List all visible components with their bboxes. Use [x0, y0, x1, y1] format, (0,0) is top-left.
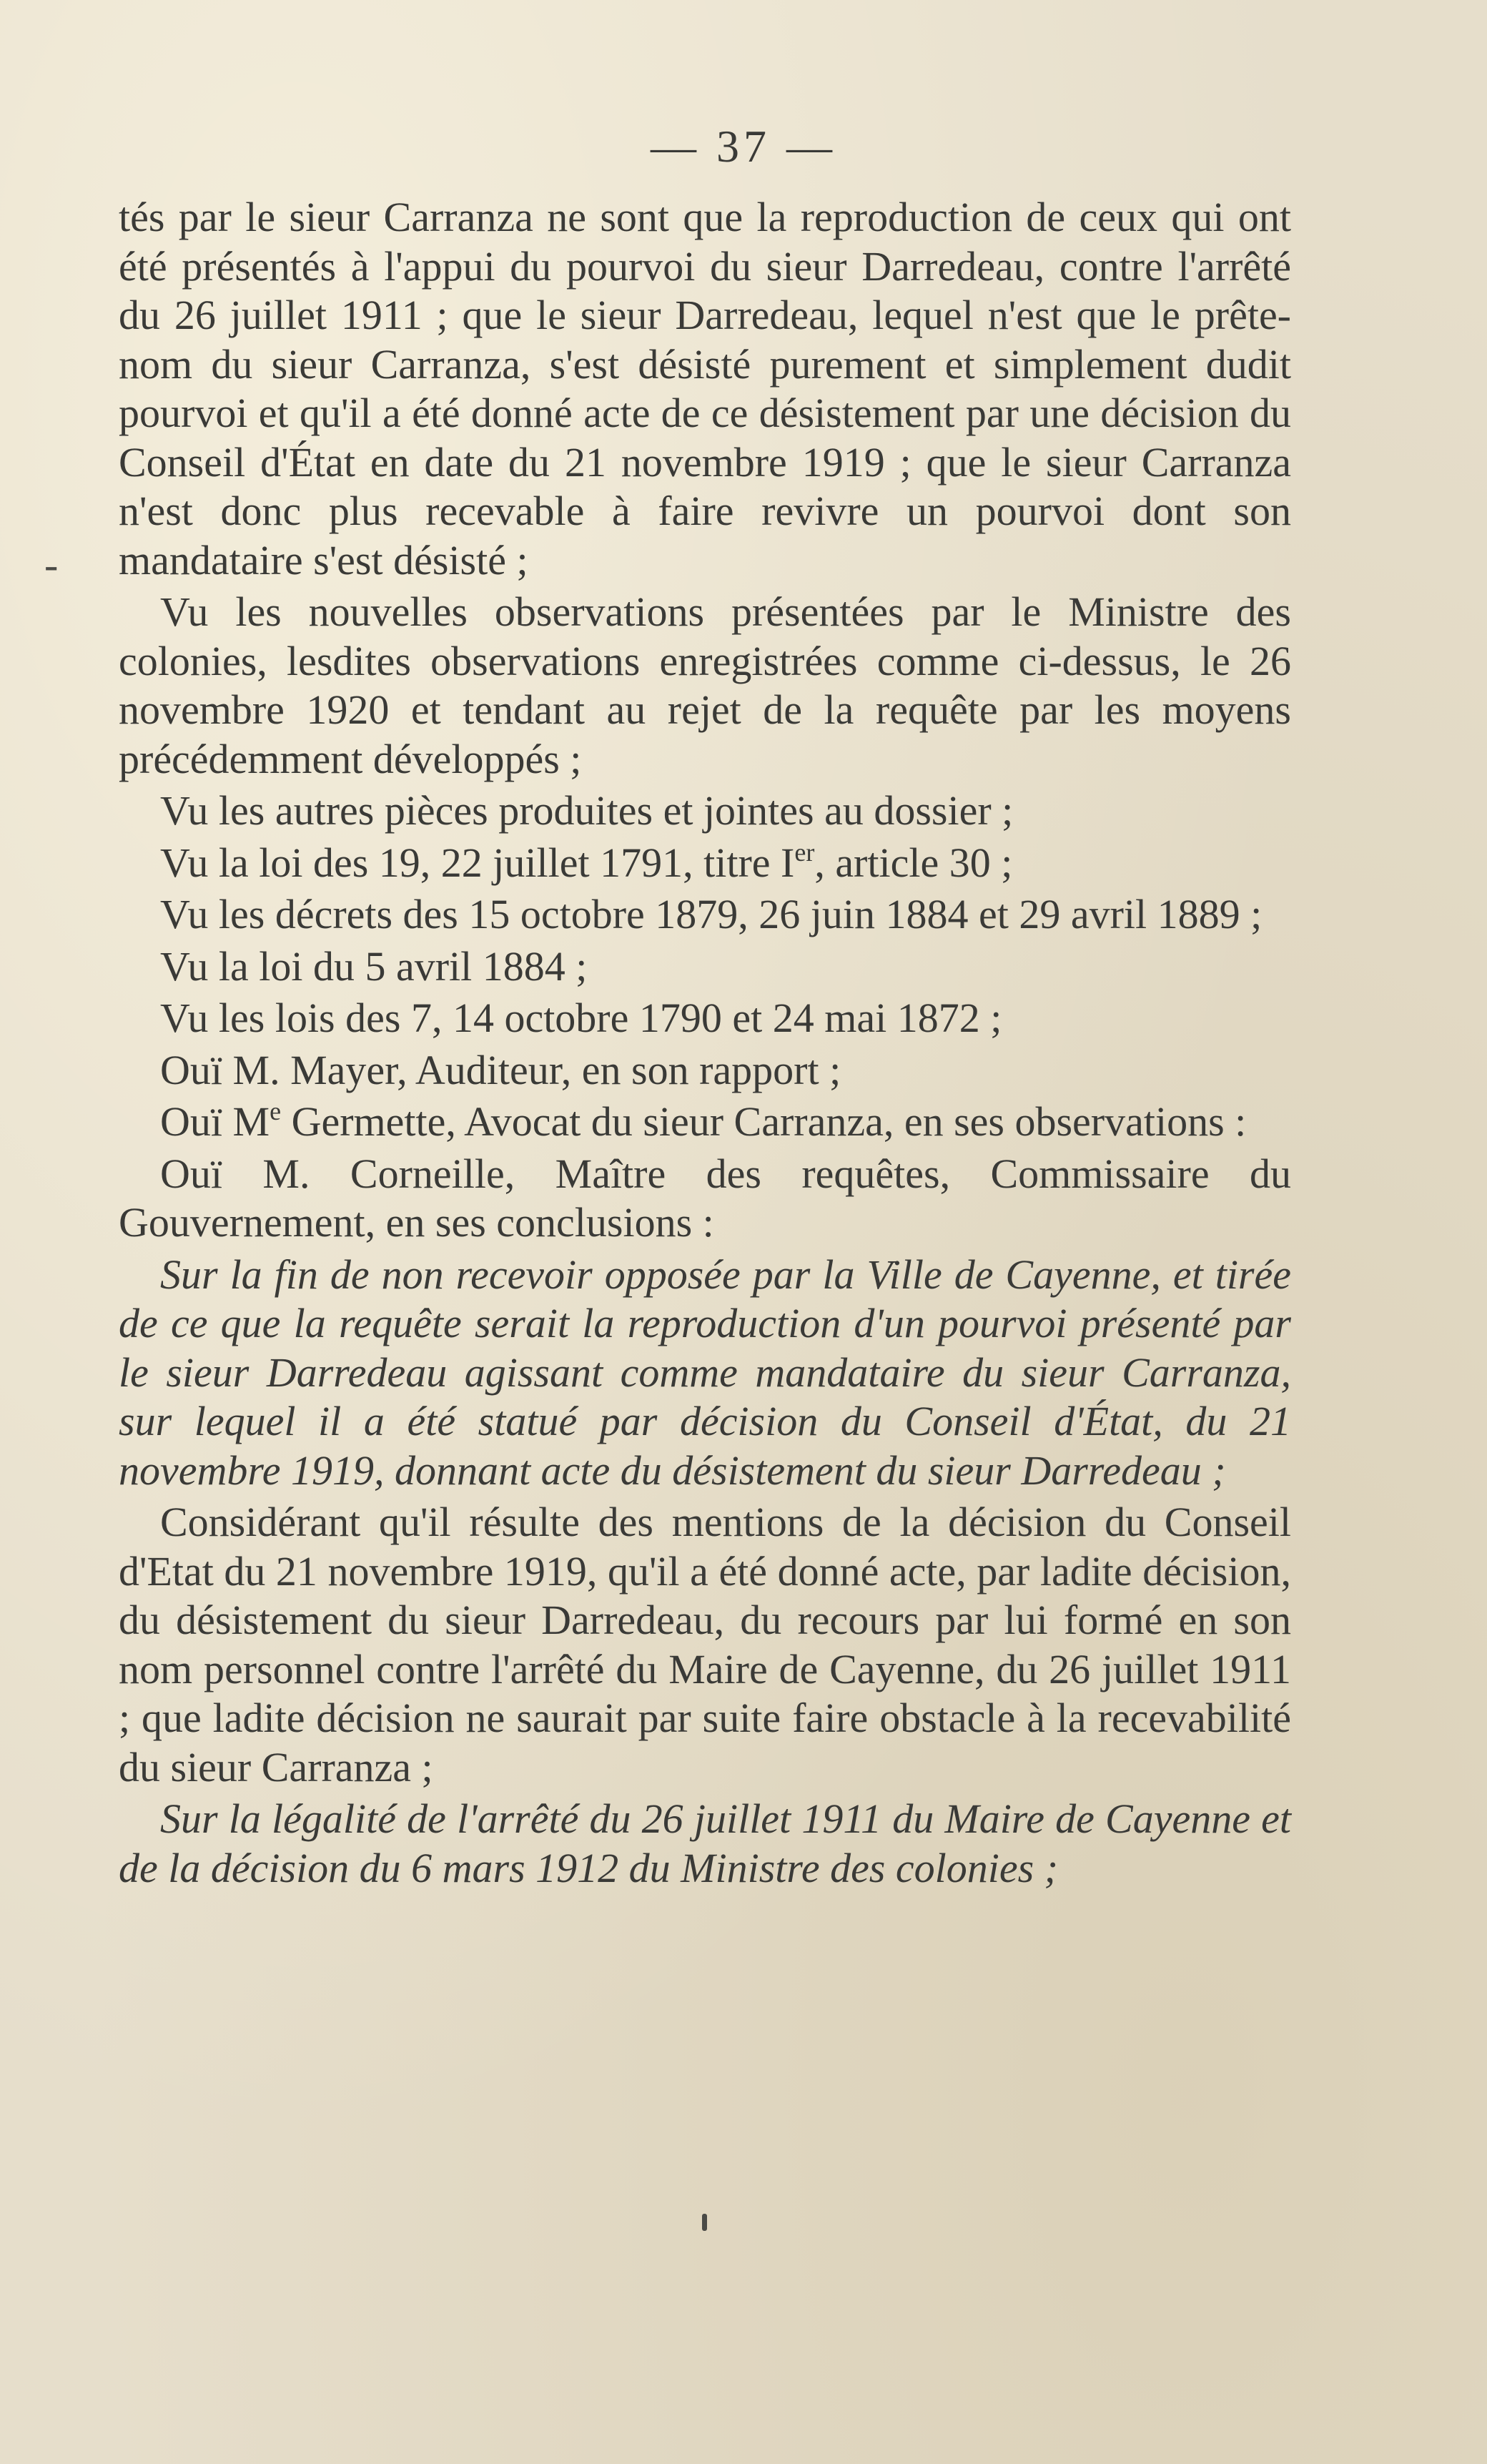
page-number: — 37 — [651, 121, 836, 172]
paragraph-vu-loi-1884: Vu la loi du 5 avril 1884 ; [160, 942, 588, 990]
paragraph-text: Ouï M [160, 1098, 270, 1145]
paragraph-text: Germette, Avocat du sieur Carranza, en ses observations : [281, 1098, 1247, 1145]
paragraph-text: Vu la loi des 19, 22 juillet 1791, titre I [160, 839, 795, 886]
paragraph-oui-germette [119, 1098, 1291, 1147]
ink-speck [702, 2214, 707, 2231]
heading-fin-de-non-recevoir: Sur la fin de non recevoir opposée par la Ville de Cayenne, et tirée de ce que la requête serait la reproduction d'un pourvoi présenté par le sieur Darredeau agissant comme mandataire du sieur Carranza, sur lequel il a été statué par décision du Conseil d'État, du 21 novembre 1919, donnant acte du désistement du sieur Darredeau ; [119, 1251, 1291, 1494]
paragraph-vu-loi-1791 [119, 839, 1291, 888]
paragraph-oui-mayer: Ouï M. Mayer, Auditeur, en son rapport ; [160, 1046, 841, 1093]
paragraph-vu-observations: Vu les nouvelles observations présentées par le Ministre des colonies, lesdites observations enregistrées comme ci-dessus, le 26 novembre 1920 et tendant au rejet de la requête par les moyens précédemment développés ; [119, 588, 1291, 782]
paragraph-text: , article 30 ; [814, 839, 1013, 886]
margin-mark: - [44, 541, 59, 588]
body-text [119, 193, 1291, 1893]
paragraph-oui-corneille: Ouï M. Corneille, Maître des requêtes, Commissaire du Gouvernement, en ses conclusions : [119, 1150, 1291, 1246]
superscript: e [270, 1097, 282, 1125]
superscript: er [794, 837, 815, 867]
paragraph-continuation: tés par le sieur Carranza ne sont que la reproduction de ceux qui ont été présentés à l'appui du pourvoi du sieur Darredeau, contre l'arrêté du 26 juillet 1911 ; que le sieur Darredeau, lequel n'est que le prête-nom du sieur Carranza, s'est désisté purement et simplement dudit pourvoi et qu'il a été donné acte de ce désistement par une décision du Conseil d'État en date du 21 novembre 1919 ; que le sieur Carranza n'est donc plus recevable à faire revivre un pourvoi dont son mandataire s'est désisté ; [119, 194, 1291, 583]
paragraph-vu-decrets: Vu les décrets des 15 octobre 1879, 26 juin 1884 et 29 avril 1889 ; [160, 891, 1263, 937]
paragraph-considerant: Considérant qu'il résulte des mentions de la décision du Conseil d'Etat du 21 novembre 1919, qu'il a été donné acte, par ladite décision, du désistement du sieur Darredeau, du recours par lui formé en son nom personnel contre l'arrêté du Maire de Cayenne, du 26 juillet 1911 ; que ladite décision ne saurait par suite faire obstacle à la recevabilité du sieur Carranza ; [119, 1499, 1291, 1790]
heading-legalite: Sur la légalité de l'arrêté du 26 juillet 1911 du Maire de Cayenne et de la décision du 6 mars 1912 du Ministre des colonies ; [119, 1795, 1291, 1891]
paragraph-vu-lois-1790: Vu les lois des 7, 14 octobre 1790 et 24 mai 1872 ; [160, 995, 1002, 1041]
paragraph-vu-pieces: Vu les autres pièces produites et jointes au dossier ; [160, 787, 1014, 834]
